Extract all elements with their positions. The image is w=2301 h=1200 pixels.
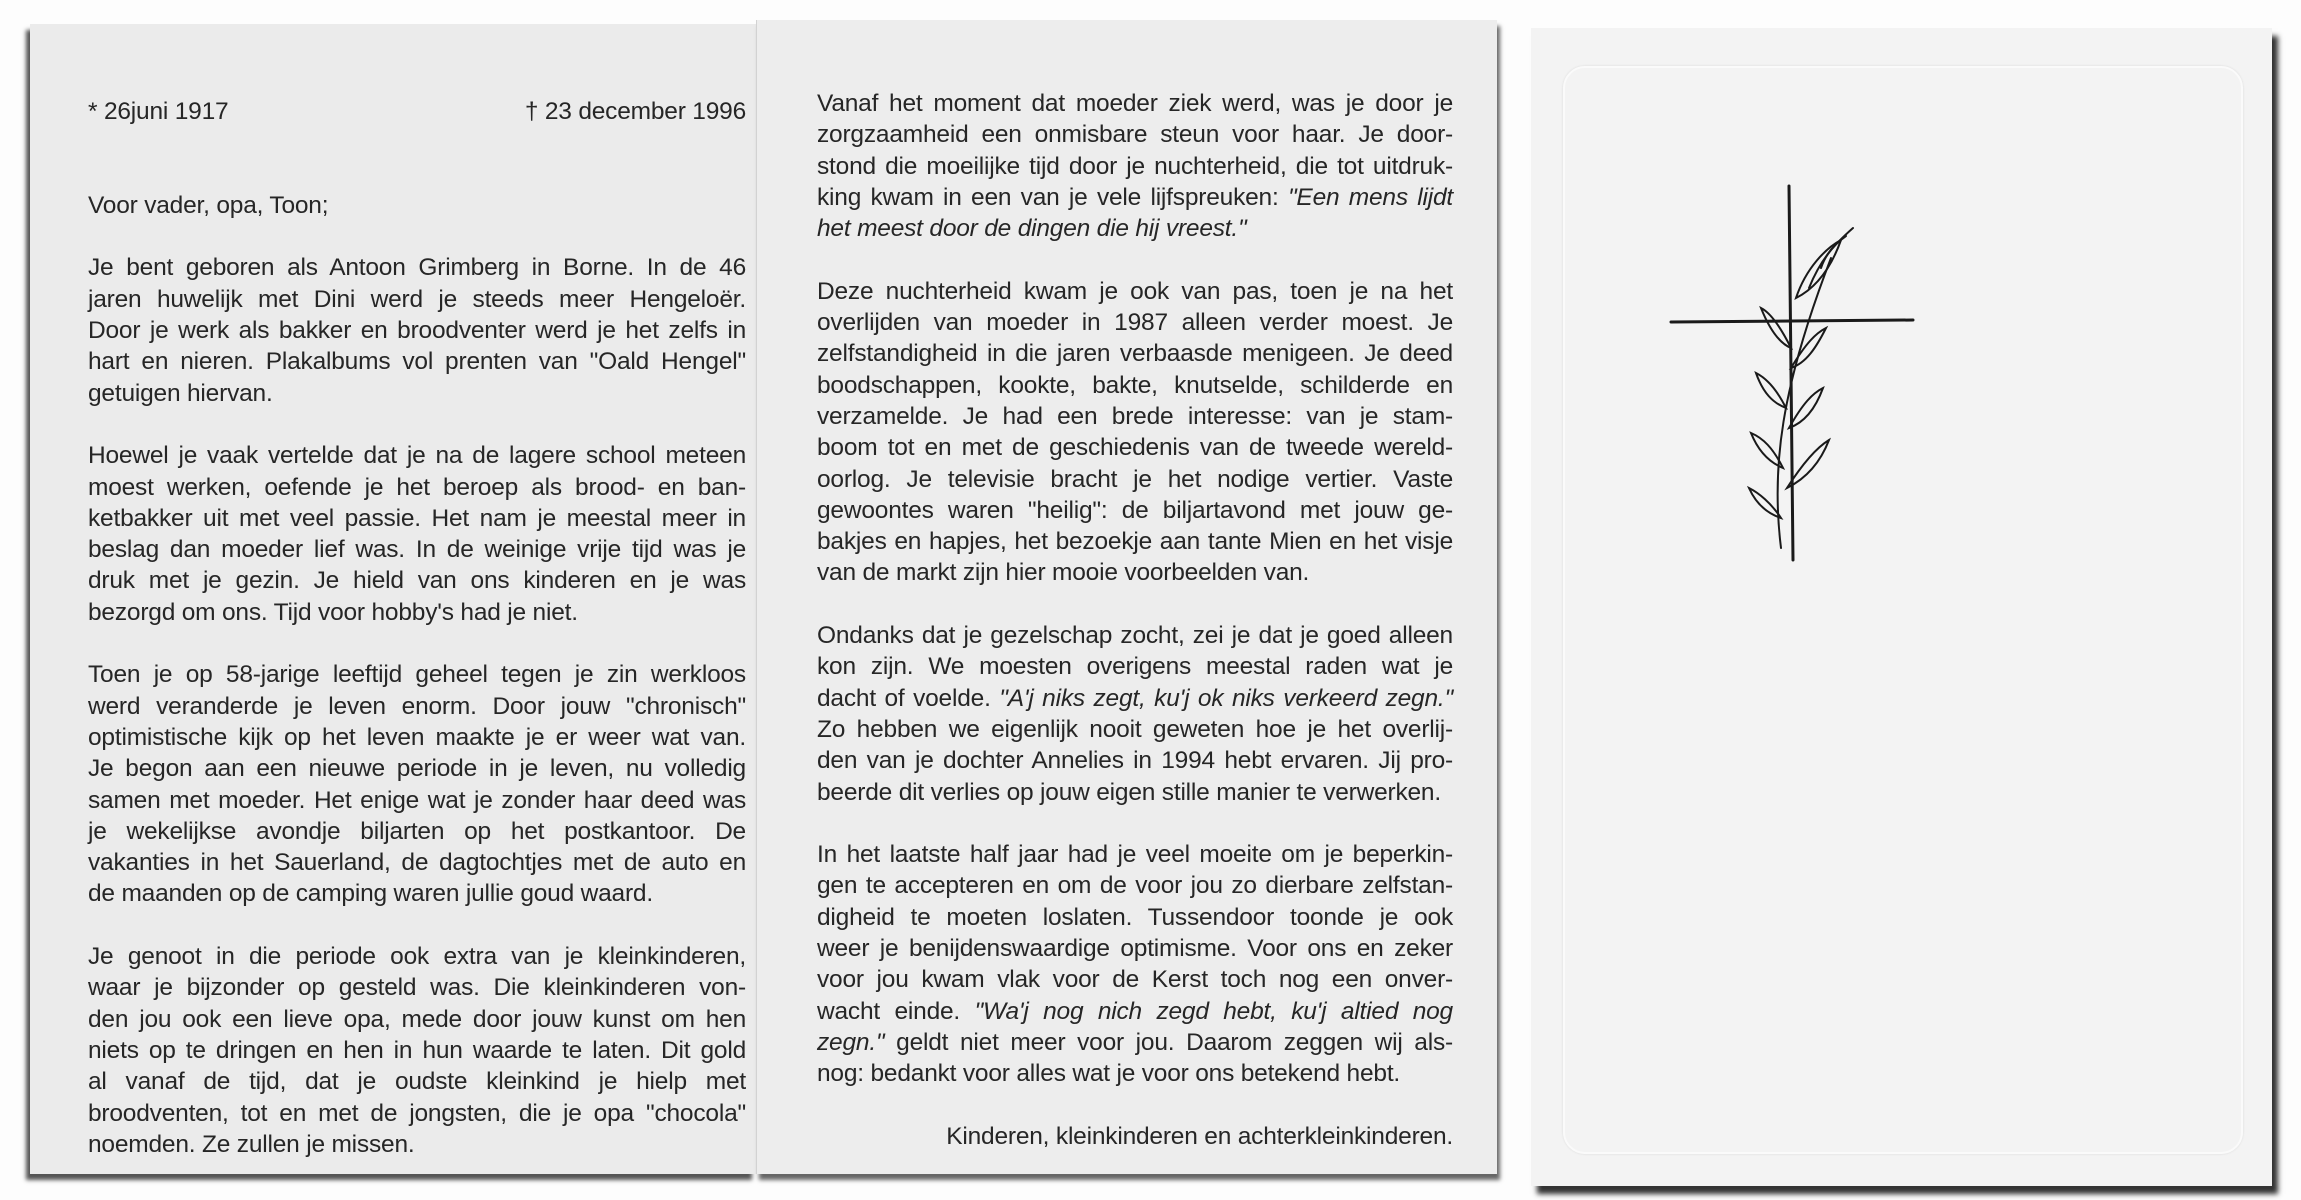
text-line bbox=[817, 401, 1453, 432]
text-line bbox=[817, 870, 1453, 901]
salutation: Voor vader, opa, Toon; bbox=[88, 191, 329, 219]
text-line bbox=[817, 714, 1453, 745]
text-segment: dacht of voelde. bbox=[817, 684, 1000, 712]
text-line bbox=[817, 1027, 1453, 1058]
text-line: Toen je op 58-jarige leeftijd geheel tegen je zin werkloos bbox=[88, 661, 746, 689]
text-line bbox=[817, 88, 1453, 119]
text-segment: gen te accepteren en om de voor jou zo dierbare zelfstan- bbox=[817, 872, 1453, 900]
text-segment: nog: bedankt voor alles wat je voor ons betekend hebt. bbox=[817, 1060, 1401, 1088]
text-line: je wekelijkse avondje biljarten op het postkantoor. De bbox=[88, 817, 746, 845]
text-line: bezorgd om ons. Tijd voor hobby's had je niet. bbox=[88, 598, 578, 626]
text-line: niets op te dringen en hen in hun waarde te laten. Dit gold bbox=[88, 1036, 746, 1064]
text-line: vakanties in het Sauerland, de dagtochtjes met de auto en bbox=[88, 849, 746, 877]
text-line: waar je bijzonder op gesteld was. Die kleinkinderen von- bbox=[88, 974, 746, 1002]
quote-segment: "Een mens lijdt bbox=[1287, 183, 1454, 211]
text-line bbox=[817, 1058, 1453, 1089]
text-line bbox=[817, 996, 1453, 1027]
date-row bbox=[88, 96, 746, 127]
text-line bbox=[817, 933, 1453, 964]
quote-segment: "Wa'j nog nich zegd hebt, ku'j altied nog bbox=[974, 997, 1453, 1025]
text-segment: digheid te moeten loslaten. Tussendoor toonde je ook bbox=[817, 903, 1453, 931]
text-line: getuigen hiervan. bbox=[88, 379, 273, 407]
text-line bbox=[817, 464, 1453, 495]
text-line bbox=[817, 338, 1453, 369]
text-segment: Ondanks dat je gezelschap zocht, zei je dat je goed alleen bbox=[817, 622, 1453, 650]
text-line bbox=[817, 307, 1453, 338]
text-segment: In het laatste half jaar had je veel moeite om je beperkin- bbox=[817, 841, 1453, 869]
text-line: Je bent geboren als Antoon Grimberg in Borne. In de 46 bbox=[88, 254, 746, 282]
text-segment: beerde dit verlies op jouw eigen stille manier te verwerken. bbox=[817, 778, 1441, 806]
text-line bbox=[817, 651, 1453, 682]
text-line bbox=[817, 839, 1453, 870]
text-segment: den van je dochter Annelies in 1994 hebt ervaren. Jij pro- bbox=[817, 747, 1453, 775]
text-line bbox=[817, 213, 1453, 244]
signature: Kinderen, kleinkinderen en achterkleinkinderen. bbox=[946, 1122, 1453, 1150]
quote-segment: zegn." bbox=[817, 1028, 885, 1056]
text-segment: bakjes en hapjes, het bezoekje aan tante Mien en het visje bbox=[817, 528, 1453, 556]
text-line bbox=[817, 119, 1453, 150]
text-segment: voor jou kwam vlak voor de Kerst toch nog een onver- bbox=[817, 966, 1453, 994]
text-segment: wacht einde. bbox=[817, 997, 975, 1025]
text-line: Je begon aan een nieuwe periode in je leven, nu volledig bbox=[88, 755, 746, 783]
right-page-text bbox=[817, 88, 1453, 1152]
text-segment: overlijden van moeder in 1987 alleen verder moest. Je bbox=[817, 309, 1453, 337]
text-line: moest werken, oefende je het beroep als brood- en ban- bbox=[88, 473, 746, 501]
text-line: Je genoot in die periode ook extra van je kleinkinderen, bbox=[88, 943, 746, 971]
death-date: † 23 december 1996 bbox=[524, 98, 746, 125]
text-line: broodventen, tot en met de jongsten, die je opa "chocola" bbox=[88, 1099, 746, 1127]
birth-date: * 26juni 1917 bbox=[88, 98, 229, 125]
palm-branch bbox=[1749, 228, 1853, 548]
text-line bbox=[817, 557, 1453, 588]
cross-vertical-beam bbox=[1789, 186, 1793, 560]
text-line: den jou ook een lieve opa, mede door jouw kunst om hen bbox=[88, 1005, 746, 1033]
text-line bbox=[817, 683, 1453, 714]
right-inner-page bbox=[756, 20, 1497, 1174]
quote-segment: het meest door de dingen die hij vreest." bbox=[817, 215, 1247, 243]
text-line bbox=[817, 620, 1453, 651]
text-line bbox=[817, 777, 1453, 808]
text-line: ketbakker uit met veel passie. Het nam je meestal meer in bbox=[88, 504, 746, 532]
text-segment: zelfstandigheid in die jaren verbaasde menigeen. Je deed bbox=[817, 340, 1453, 368]
text-line: de maanden op de camping waren jullie goud waard. bbox=[88, 880, 653, 908]
text-line bbox=[817, 495, 1453, 526]
cross-with-palm-branch-icon bbox=[1631, 148, 2131, 608]
text-line bbox=[817, 182, 1453, 213]
text-segment: van de markt zijn hier mooie voorbeelden van. bbox=[817, 559, 1310, 587]
quote-segment: "A'j niks zegt, ku'j ok niks verkeerd zegn." bbox=[999, 684, 1453, 712]
text-line bbox=[817, 370, 1453, 401]
text-segment: weer je benijdenswaardige optimisme. Voor ons en zeker bbox=[817, 935, 1453, 963]
left-page-text bbox=[88, 96, 746, 1160]
text-line bbox=[817, 964, 1453, 995]
text-segment: kon zijn. We moesten overigens meestal raden wat je bbox=[817, 653, 1453, 681]
text-segment: zorgzaamheid een onmisbare steun voor haar. Je door- bbox=[817, 121, 1453, 149]
text-line: druk met je gezin. Je hield van ons kinderen en je was bbox=[88, 567, 746, 595]
text-line bbox=[817, 902, 1453, 933]
text-segment: verzamelde. Je had een brede interesse: van je stam- bbox=[817, 402, 1453, 430]
text-segment: stond die moeilijke tijd door je nuchterheid, die tot uitdruk- bbox=[817, 152, 1453, 180]
text-line: jaren huwelijk met Dini werd je steeds meer Hengeloër. bbox=[88, 285, 746, 313]
cross-horizontal-beam bbox=[1671, 320, 1913, 322]
text-segment: Vanaf het moment dat moeder ziek werd, was je door je bbox=[817, 90, 1453, 117]
text-segment: gewoontes waren "heilig": de biljartavond met jouw ge- bbox=[817, 496, 1453, 524]
text-line: noemden. Ze zullen je missen. bbox=[88, 1130, 415, 1158]
text-segment: geldt niet meer voor jou. Daarom zeggen wij als- bbox=[884, 1028, 1453, 1056]
text-line: Door je werk als bakker en broodventer werd je het zelfs in bbox=[88, 317, 746, 345]
text-segment: king kwam in een van je vele lijfspreuken: bbox=[817, 183, 1288, 211]
left-inner-page bbox=[30, 24, 756, 1174]
text-line bbox=[817, 276, 1453, 307]
text-line bbox=[817, 526, 1453, 557]
text-segment: Deze nuchterheid kwam je ook van pas, toen je na het bbox=[817, 277, 1453, 305]
card-front bbox=[1531, 28, 2272, 1186]
text-line bbox=[817, 151, 1453, 182]
text-segment: boom tot en met de geschiedenis van de tweede wereld- bbox=[817, 434, 1453, 462]
text-line: Hoewel je vaak vertelde dat je na de lagere school meteen bbox=[88, 442, 746, 470]
text-line bbox=[817, 432, 1453, 463]
text-segment: oorlog. Je televisie bracht je het nodige vertier. Vaste bbox=[817, 465, 1453, 493]
text-line bbox=[817, 745, 1453, 776]
text-line: hart en nieren. Plakalbums vol prenten van "Oald Hengel" bbox=[88, 348, 746, 376]
text-line: samen met moeder. Het enige wat je zonder haar deed was bbox=[88, 786, 746, 814]
text-line: optimistische kijk op het leven maakte je er weer wat van. bbox=[88, 723, 746, 751]
text-line: werd veranderde je leven enorm. Door jouw "chronisch" bbox=[88, 692, 746, 720]
text-segment: boodschappen, kookte, bakte, knutselde, schilderde en bbox=[817, 371, 1453, 399]
text-segment: Zo hebben we eigenlijk nooit geweten hoe je het overlij- bbox=[817, 715, 1453, 743]
text-line: al vanaf de tijd, dat je oudste kleinkind je hielp met bbox=[88, 1068, 746, 1096]
text-line: beslag dan moeder lief was. In de weinige vrije tijd was je bbox=[88, 536, 746, 564]
